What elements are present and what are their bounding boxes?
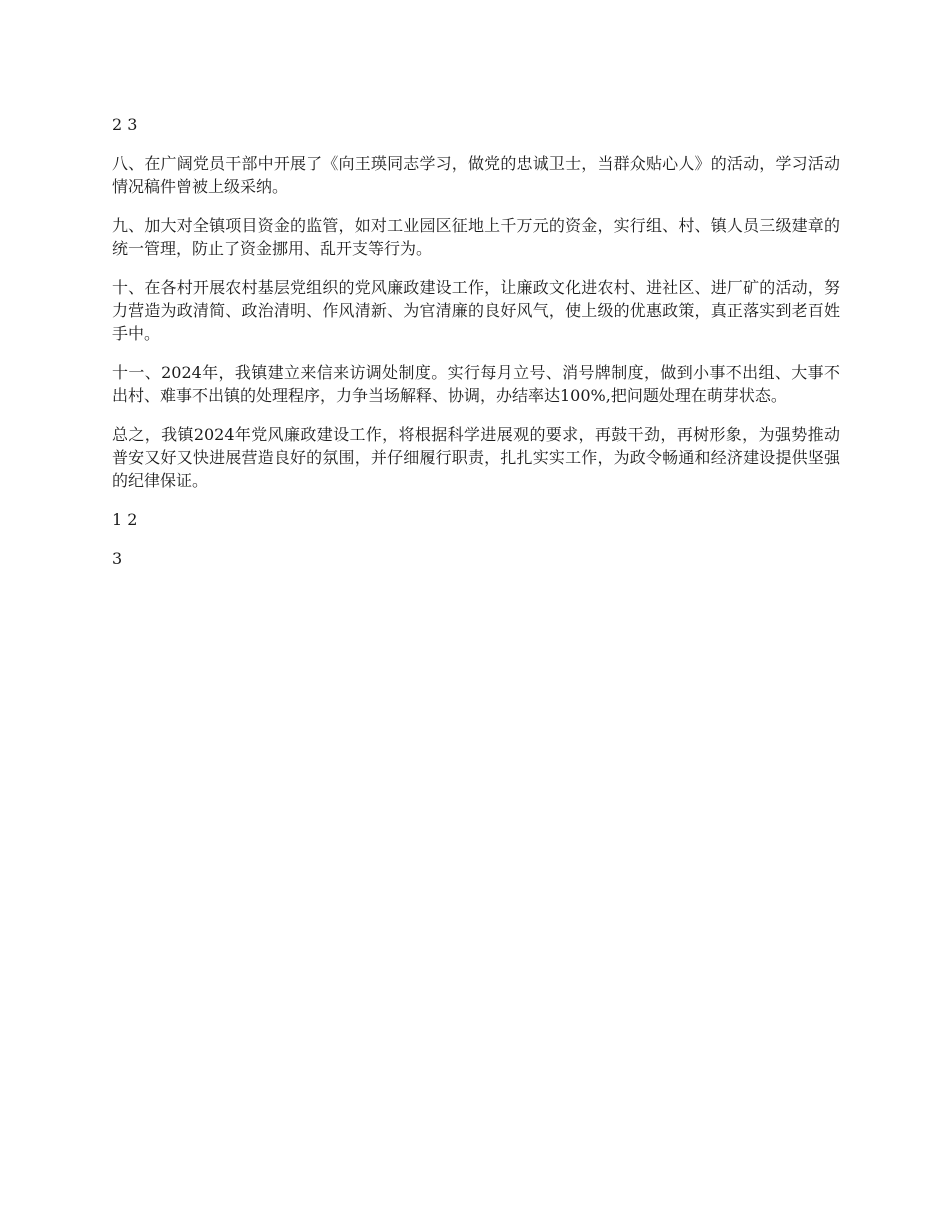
page-marker-bottom-2: 3 [112,549,123,568]
paragraph-eight: 八、在广阔党员干部中开展了《向王瑛同志学习，做党的忠诚卫士，当群众贴心人》的活动，学习活动情况稿件曾被上级采纳。 [112,154,840,196]
paragraph-eleven: 十一、2024年，我镇建立来信来访调处制度。实行每月立号、消号牌制度，做到小事不出组、大事不出村、难事不出镇的处理程序，力争当场解释、协调，办结率达100%,把问题处理在萌芽状态。 [112,363,840,405]
page-marker-top: 2 3 [112,115,138,134]
paragraph-nine: 九、加大对全镇项目资金的监管，如对工业园区征地上千万元的资金，实行组、村、镇人员三级建章的统一管理，防止了资金挪用、乱开支等行为。 [112,216,840,258]
paragraph-summary: 总之，我镇2024年党风廉政建设工作，将根据科学进展观的要求，再鼓干劲，再树形象，为强势推动普安又好又快进展营造良好的氛围，并仔细履行职责，扎扎实实工作，为政令畅通和经济建设提供坚强的纪律保证。 [112,425,840,490]
page-marker-bottom-1: 1 2 [112,510,138,529]
document-body [112,113,840,586]
paragraph-ten: 十、在各村开展农村基层党组织的党风廉政建设工作，让廉政文化进农村、进社区、进厂矿的活动，努力营造为政清简、政治清明、作风清新、为官清廉的良好风气，使上级的优惠政策，真正落实到老百姓手中。 [112,278,840,343]
